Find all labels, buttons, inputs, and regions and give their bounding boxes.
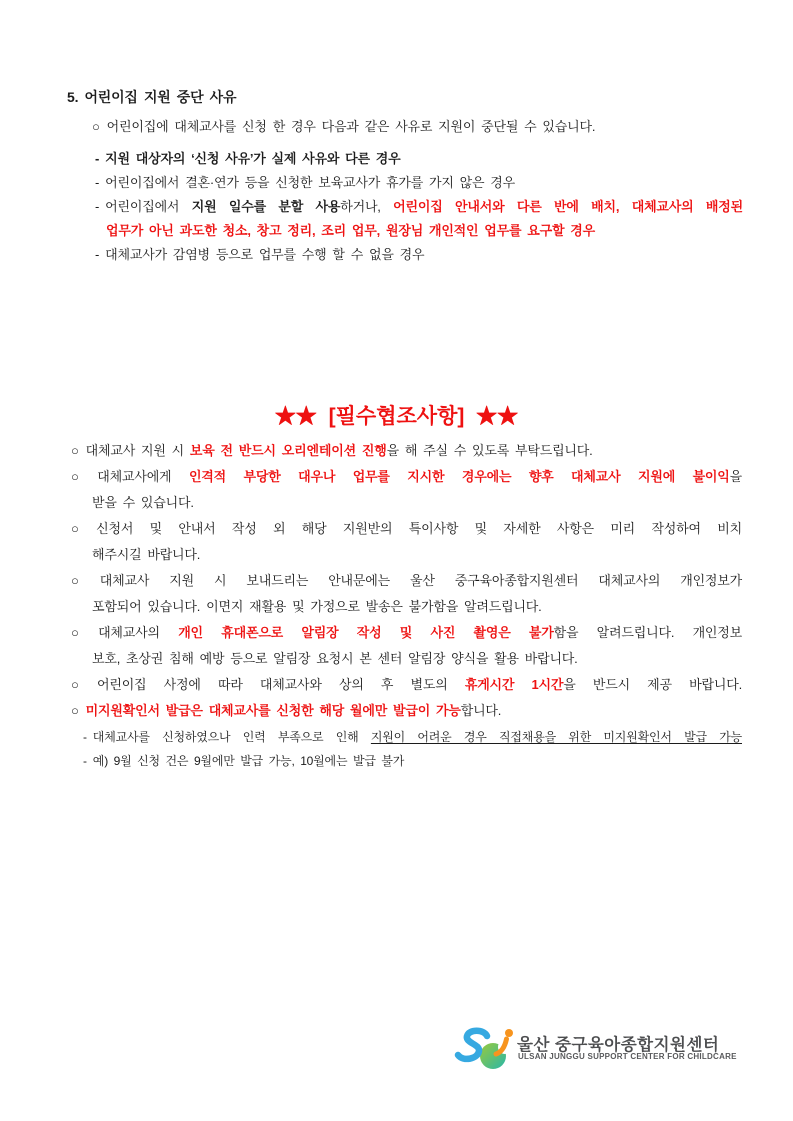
circle-bullet: ○ bbox=[71, 625, 92, 640]
notice-bullet-4-line1 bbox=[71, 572, 742, 589]
notice-bullet-4-line2: 포함되어 있습니다. 이면지 재활용 및 가정으로 발송은 불가함을 알려드립니다. bbox=[92, 599, 542, 614]
circle-bullet: ○ bbox=[71, 443, 79, 458]
notice-bullet-5-line2: 보호, 초상권 침해 예방 등으로 알림장 요청시 본 센터 알림장 양식을 활용 바랍니다. bbox=[92, 651, 578, 666]
b5-red: 개인 휴대폰으로 알림장 작성 및 사진 촬영은 불가 bbox=[178, 625, 554, 640]
section5-dash-item-3-line1 bbox=[95, 198, 743, 215]
section5-intro-text: 어린이집에 대체교사를 신청 한 경우 다음과 같은 사유로 지원이 중단될 수 있습니다. bbox=[106, 119, 596, 134]
dash-bullet: - bbox=[83, 730, 87, 744]
notice-bullet-3-line2: 해주시길 바랍니다. bbox=[92, 547, 201, 562]
circle-bullet: ○ bbox=[92, 119, 100, 134]
dash-bullet: - bbox=[95, 151, 100, 166]
b2-post: 을 bbox=[729, 469, 743, 484]
notice-bullet-2-line1 bbox=[71, 468, 742, 485]
circle-bullet: ○ bbox=[71, 677, 90, 692]
b2-red: 인격적 부당한 대우나 업무를 지시한 경우에는 향후 대체교사 지원에 불이익 bbox=[188, 469, 730, 484]
circle-bullet: ○ bbox=[71, 521, 90, 536]
notice-title: ★★ [필수협조사항] ★★ bbox=[274, 405, 519, 428]
section5-intro bbox=[92, 118, 595, 135]
footer-org-name-en: ULSAN JUNGGU SUPPORT CENTER FOR CHILDCARE bbox=[518, 1052, 737, 1061]
b1-red: 보육 전 반드시 오리엔테이션 진행 bbox=[189, 443, 387, 458]
circle-bullet: ○ bbox=[71, 469, 91, 484]
footer-org-name-ko: 울산 중구육아종합지원센터 bbox=[517, 1036, 720, 1054]
notice-bullet-1 bbox=[71, 442, 593, 459]
s2-text: 예) 9월 신청 건은 9월에만 발급 가능, 10월에는 발급 불가 bbox=[92, 754, 405, 768]
s1-underline: 지원이 어려운 경우 직접채용을 위한 미지원확인서 발급 가능 bbox=[370, 730, 742, 744]
b6-post: 을 반드시 제공 바랍니다. bbox=[563, 677, 742, 692]
dash2-text: 어린이집에서 결혼·연가 등을 신청한 보육교사가 휴가를 가지 않은 경우 bbox=[105, 175, 515, 190]
b4-line1: 대체교사 지원 시 보내드리는 안내문에는 울산 중구육아종합지원센터 대체교사의 개인정보가 bbox=[99, 573, 742, 588]
section5-dash-item-3-line2: 업무가 아닌 과도한 청소, 창고 정리, 조리 업무, 원장님 개인적인 업무를 요구할 경우 bbox=[106, 223, 595, 238]
dash-bullet: - bbox=[95, 175, 100, 190]
circle-bullet: ○ bbox=[71, 703, 79, 718]
dash1-text: 지원 대상자의 ‘신청 사유’가 실제 사유와 다른 경우 bbox=[105, 151, 401, 166]
b1-pre: 대체교사 지원 시 bbox=[85, 443, 190, 458]
dash3-red-line1: 어린이집 안내서와 다른 반에 배치, 대체교사의 배정된 bbox=[393, 199, 744, 214]
notice-bullet-7 bbox=[71, 702, 501, 719]
dash3-pre: 어린이집에서 bbox=[105, 199, 192, 214]
b5-post: 함을 알려드립니다. 개인정보 bbox=[553, 625, 742, 640]
notice-bullet-2-line2: 받을 수 있습니다. bbox=[92, 495, 194, 510]
dash-bullet: - bbox=[95, 247, 100, 262]
dash3-mid: 하거나, bbox=[340, 199, 394, 214]
notice-sub-item-2 bbox=[83, 753, 404, 769]
section5-dash-item-1 bbox=[95, 150, 401, 167]
b5-pre: 대체교사의 bbox=[98, 625, 179, 640]
section5-heading: 5. 어린이집 지원 중단 사유 bbox=[67, 89, 237, 105]
dash-bullet: - bbox=[95, 199, 100, 214]
section5-dash-item-4 bbox=[95, 246, 424, 263]
b7-post: 합니다. bbox=[460, 703, 502, 718]
section5-dash-item-2 bbox=[95, 174, 515, 191]
b2-pre: 대체교사에게 bbox=[97, 469, 189, 484]
dash4-text: 대체교사가 감염병 등으로 업무를 수행 할 수 없을 경우 bbox=[105, 247, 425, 262]
b7-red: 미지원확인서 발급은 대체교사를 신청한 해당 월에만 발급이 가능 bbox=[85, 703, 461, 718]
notice-bullet-6 bbox=[71, 676, 742, 693]
dash-bullet: - bbox=[83, 754, 87, 768]
notice-sub-item-1 bbox=[83, 729, 742, 745]
s1-pre: 대체교사를 신청하였으나 인력 부족으로 인해 bbox=[92, 730, 371, 744]
b1-post: 을 해 주실 수 있도록 부탁드립니다. bbox=[386, 443, 593, 458]
b6-pre: 어린이집 사정에 따라 대체교사와 상의 후 별도의 bbox=[96, 677, 465, 692]
center-logo-icon bbox=[454, 1026, 516, 1074]
notice-bullet-5-line1 bbox=[71, 624, 742, 641]
b3-line1: 신청서 및 안내서 작성 외 해당 지원반의 특이사항 및 자세한 사항은 미리 작성하여 비치 bbox=[96, 521, 742, 536]
notice-bullet-3-line1 bbox=[71, 520, 742, 537]
dash3-bold: 지원 일수를 분할 사용 bbox=[191, 199, 341, 214]
circle-bullet: ○ bbox=[71, 573, 93, 588]
b6-red: 휴게시간 1시간 bbox=[464, 677, 564, 692]
